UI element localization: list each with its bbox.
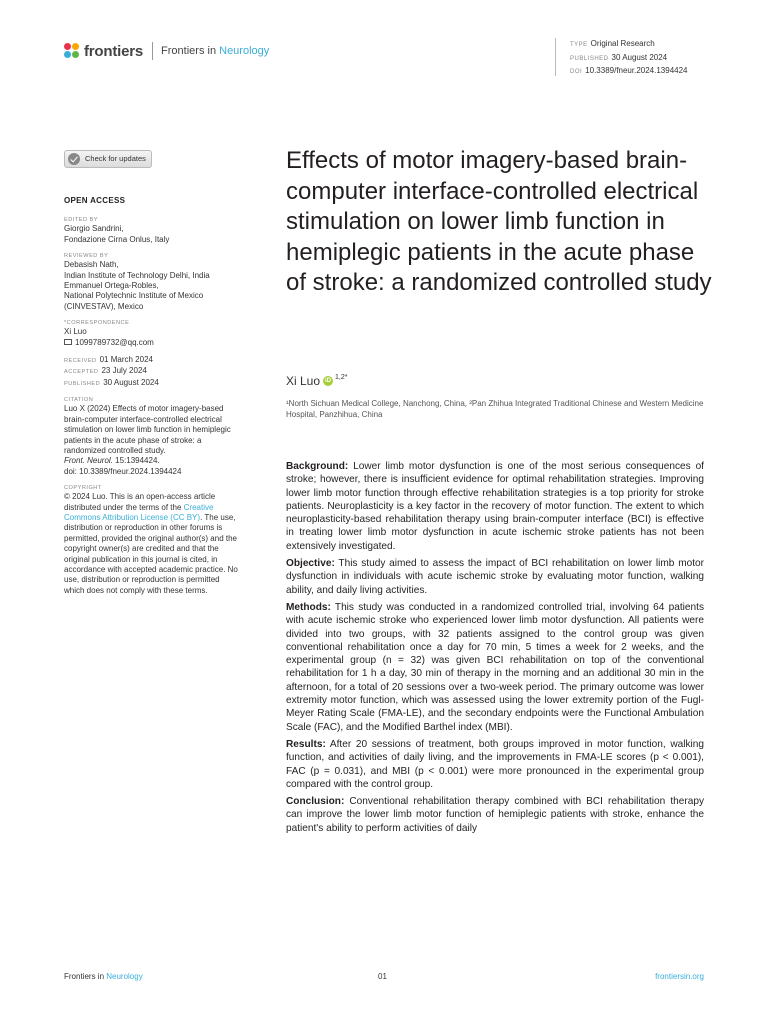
publish-date: 30 August 2024 <box>611 52 668 62</box>
affiliations: ¹North Sichuan Medical College, Nanchong, China, ²Pan Zhihua Integrated Traditional Chinese and Western Medicine Hospital, Panzhihua, China <box>286 399 704 419</box>
citation-text: Luo X (2024) Effects of motor imagery-based brain-computer interface-controlled electrical stimulation on lower limb function in hemiplegic patients in the acute phase of stroke: a randomized controlled study. Front. Neurol. 15:1394424. doi: 10.3389/fneur.2024.1394424 <box>64 404 231 476</box>
check-badge-icon <box>68 153 80 165</box>
abstract-results: Results: After 20 sessions of treatment, both groups improved in motor function, walking function, and activities of daily living, and the improvements in FMA-LE scores (p < 0.001), FAC (p = 0.031), and MBI (p < 0.001) were more pronounced in the experimental group compared with the control group. <box>286 738 704 790</box>
author-line <box>286 374 348 388</box>
sidebar: Check for updates OPEN ACCESS EDITED BY Giorgio Sandrini, Fondazione Cirna Onlus, Italy REVIEWED BY Debasish Nath, Indian Institute of Technology Delhi, India Emmanuel Ortega-Robles, National Polytechnic Institute of Mexico (CINVESTAV), Mexico *CORRESPONDENCE Xi Luo 1099789732@qq.com RECEIVED 01 March 2024 ACCEPTED 23 July 2024 PUBLISHED 30 August 2024 CITATION Luo X (2024) Effects of motor imagery-based brain-computer interface-controlled electrical stimulation on lower limb function in hemiplegic patients in the acute phase of stroke: a randomized controlled study. Front. Neurol. 15:1394424. doi: 10.3389/fneur.2024.1394424 COPYRIGHT © 2024 Luo. This is an open-access article distributed under the terms of the Creative Commons Attribution License (CC BY). The use, distribution or reproduction in other forums is permitted, provided the original author(s) and the copyright owner(s) are credited and that the original publication in this journal is cited, in accordance with accepted academic practice. No use, distribution or reproduction is permitted which does not comply with these terms. <box>64 150 242 596</box>
correspondence-email[interactable]: 1099789732@qq.com <box>64 338 242 348</box>
correspondence-name: Xi Luo <box>64 327 87 337</box>
email-icon <box>64 339 72 345</box>
frontiers-logo-icon <box>64 43 80 59</box>
accepted-date: ACCEPTED 23 July 2024 <box>64 366 147 376</box>
author-affil-marker: 1,2* <box>335 374 348 381</box>
reviewer-line: Indian Institute of Technology Delhi, India <box>64 270 210 280</box>
reviewer-line: National Polytechnic Institute of Mexico <box>64 291 204 301</box>
reviewer-line: (CINVESTAV), Mexico <box>64 301 144 311</box>
logo-divider <box>152 42 153 60</box>
abstract <box>286 460 704 839</box>
license-link[interactable]: Creative Commons Attribution License (CC BY) <box>64 502 214 522</box>
orcid-icon[interactable]: iD <box>325 378 332 384</box>
article-meta: TYPE Original Research PUBLISHED 30 August 2024 DOI 10.3389/fneur.2024.1394424 <box>555 38 688 76</box>
abstract-methods: Methods: This study was conducted in a randomized controlled trial, involving 64 patients with acute ischemic stroke who experienced lower limb motor dysfunction. All patients were divided into two groups, with 32 patients assigned to the control group was given conventional rehabilitation once a day for 70 min, 5 times a week for 2 weeks, and the experimental group (n = 32) was given BCI rehabilitation on top of the conventional rehabilitation for 1 h a day, 30 min of therapy in the morning and an additional 30 min in the afternoon, for a total of 20 sessions over a two-week period. The primary outcome was lower extremity motor function, which was assessed using the lower extremity portion of the Fugl-Meyer Rating Scale (FMA-LE), and the secondary endpoints were the Functional Ambulation Scale (FAC), and the Modified Barthel index (MBI). <box>286 601 704 733</box>
footer-journal: Frontiers in Neurology <box>64 972 143 981</box>
doi-link[interactable]: 10.3389/fneur.2024.1394424 <box>585 66 688 75</box>
reviewer-line: Emmanuel Ortega-Robles, <box>64 281 159 291</box>
copyright-text: © 2024 Luo. This is an open-access article distributed under the terms of the Creative Commons Attribution License (CC BY). The use, distribution or reproduction in other forums is permitted, provided the original author(s) and the copyright owner(s) are credited and that the original publication in this journal is cited, in accordance with accepted academic practice. No use, distribution or reproduction is permitted which does not comply with these terms. <box>64 492 238 595</box>
editor-affiliation: Fondazione Cirna Onlus, Italy <box>64 234 170 244</box>
abstract-objective: Objective: This study aimed to assess the impact of BCI rehabilitation on lower limb motor dysfunction in individuals with acute ischemic stroke by evaluating motor function, walking ability, and daily living activities. <box>286 558 704 596</box>
check-updates-button[interactable]: Check for updates <box>64 150 152 168</box>
article-title: Effects of motor imagery-based brain-computer interface-controlled electrical stimulation on lower limb function in hemiplegic patients in the acute phase of stroke: a randomized controlled study <box>286 147 712 297</box>
footer-site-link[interactable]: frontiersin.org <box>655 972 704 981</box>
logo-wordmark: frontiers <box>84 42 144 60</box>
published-date: PUBLISHED 30 August 2024 <box>64 377 159 387</box>
abstract-background: Background: Lower limb motor dysfunction is one of the most serious consequences of stroke; however, there is insufficient evidence for optimal rehabilitation strategies. Improving lower limb motor function through effective rehabilitation strategies is a top priority for stroke patients. Neuroplasticity is a key factor in the recovery of motor function. The extent to which neuroplasticity-based rehabilitation therapy using brain-computer interface (BCI) is effective in treating lower limb motor dysfunction in acute ischemic stroke patients has not been extensively investigated. <box>286 461 704 552</box>
citation-doi: doi: 10.3389/fneur.2024.1394424 <box>64 466 182 476</box>
article-type: Original Research <box>590 39 655 48</box>
abstract-conclusion: Conclusion: Conventional rehabilitation therapy combined with BCI rehabilitation therapy can improve the lower limb motor function of hemiplegic patients with stroke, enhance the patient's ability to perform activities of daily <box>286 796 704 834</box>
journal-header-logo[interactable] <box>64 42 269 60</box>
reviewer-line: Debasish Nath, <box>64 260 119 270</box>
author-name[interactable]: Xi Luo <box>286 374 321 388</box>
received-date: RECEIVED 01 March 2024 <box>64 355 153 365</box>
editor-name: Giorgio Sandrini, <box>64 224 124 234</box>
page-number: 01 <box>378 972 387 981</box>
open-access-label: OPEN ACCESS <box>64 196 126 205</box>
journal-name: Frontiers in Neurology <box>161 45 270 57</box>
